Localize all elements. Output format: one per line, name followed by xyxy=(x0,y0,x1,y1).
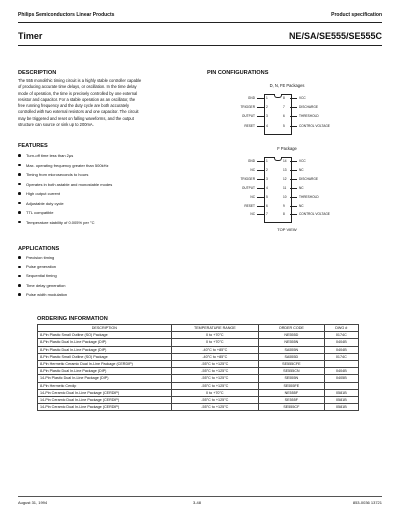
application-item-text: Pulse width modulation xyxy=(26,291,68,297)
table-row xyxy=(38,361,359,368)
cell-description: 14-Pin Ceramic Dual In-Line Package (CERDIP) xyxy=(38,404,172,411)
cell-order-code: SA555D xyxy=(259,353,325,360)
cell-description: 8-Pin Plastic Dual In-Line Package (DIP) xyxy=(38,368,172,375)
pin-label: NC xyxy=(250,167,255,172)
cell-dwg: 0581B xyxy=(324,389,358,396)
pin-lead xyxy=(290,161,297,162)
pin-label: THRESHOLD xyxy=(299,194,319,199)
table-row xyxy=(38,346,359,353)
description-line: resistor and capacitor. For a stable operation as an oscillator, the xyxy=(18,96,136,102)
description-text xyxy=(18,78,202,128)
cell-order-code: SE555CF xyxy=(259,404,325,411)
description-line: mode of operation, the time is precisely controlled by one external xyxy=(18,90,138,96)
pin-number: 4 xyxy=(266,123,268,128)
cell-temperature: -55°C to +125°C xyxy=(171,382,258,389)
application-item xyxy=(18,281,67,290)
pin-label: NC xyxy=(299,185,304,190)
pin-label: TRIGGER xyxy=(240,176,255,181)
pin-number: 12 xyxy=(283,176,287,181)
feature-item-text: Timing from microseconds to hours xyxy=(26,172,89,177)
pin-label: OUTPUT xyxy=(241,114,255,119)
pin-number: 1 xyxy=(266,159,268,163)
application-item-text: Sequential timing xyxy=(26,273,57,279)
pin-number: 7 xyxy=(266,212,268,217)
pin-lead xyxy=(257,170,264,171)
application-item xyxy=(18,253,67,262)
feature-item xyxy=(18,208,112,218)
cell-dwg: 0404B xyxy=(324,339,358,346)
cell-temperature: -55°C to +125°C xyxy=(171,404,258,411)
feature-item-text: Turn-off time less than 2µs xyxy=(26,153,74,158)
col-order-code: ORDER CODE xyxy=(259,325,325,332)
pin-label: DISCHARGE xyxy=(299,176,318,181)
cell-dwg xyxy=(324,361,358,368)
pin-label: THRESHOLD xyxy=(299,114,319,119)
cell-description: 8-Pin Plastic Dual In-Line Package (DIP) xyxy=(38,346,172,353)
applications-heading: APPLICATIONS xyxy=(18,246,60,252)
description-line: controlled with two external resistors and one capacitor. The circuit xyxy=(18,109,139,115)
cell-temperature: 0 to +70°C xyxy=(171,332,258,339)
pin-label: NC xyxy=(250,194,255,199)
feature-item xyxy=(18,161,112,171)
pin-number: 2 xyxy=(266,105,268,110)
cell-order-code: SE555N xyxy=(259,375,325,382)
footer-doc-code: 853-0036 13721 xyxy=(352,500,382,505)
feature-item-text: Operates in both astable and monostable modes xyxy=(26,181,113,187)
pin-lead xyxy=(257,161,264,162)
feature-item-text: High output current xyxy=(26,191,61,196)
cell-dwg: 0404B xyxy=(324,346,358,353)
description-line: The 555 monolithic timing circuit is a highly stable controller capable xyxy=(18,78,142,83)
feature-item-text: Temperature stability of 0.005% per °C xyxy=(26,219,95,225)
bullet-icon xyxy=(18,183,21,186)
cell-description: 8-Pin Hermetic Ceramic Dual In-Line Package (CERDIP) xyxy=(38,361,172,368)
cell-temperature: -40°C to +85°C xyxy=(171,346,258,353)
pin-number: 14 xyxy=(283,159,287,163)
applications-list xyxy=(18,253,67,299)
application-item xyxy=(18,262,67,271)
cell-order-code: SA555N xyxy=(259,346,325,353)
pin-label: OUTPUT xyxy=(241,185,255,190)
cell-order-code: SE555F xyxy=(259,397,325,404)
features-heading: FEATURES xyxy=(18,143,48,149)
table-row xyxy=(38,375,359,382)
bullet-icon xyxy=(18,275,21,278)
pin-number: 3 xyxy=(266,114,268,119)
cell-dwg: 0404B xyxy=(324,368,358,375)
footer-rule xyxy=(18,496,382,497)
ic-body xyxy=(264,157,292,223)
bullet-icon xyxy=(18,202,21,205)
ordering-heading: ORDERING INFORMATION xyxy=(37,316,108,322)
cell-temperature: -55°C to +125°C xyxy=(171,361,258,368)
ic-notch xyxy=(274,94,282,98)
cell-order-code: NE555D xyxy=(259,332,325,339)
pin-number: 5 xyxy=(266,194,268,199)
cell-dwg: 0174C xyxy=(324,353,358,360)
description-heading: DESCRIPTION xyxy=(18,70,57,76)
pin-lead xyxy=(257,197,264,198)
cell-description: 8-Pin Hermetic Cerdip xyxy=(38,382,172,389)
pkg1-diagram xyxy=(207,92,382,134)
table-header-row xyxy=(38,325,359,332)
application-item-text: Time delay generation xyxy=(26,282,66,288)
feature-item-text: TTL compatible xyxy=(26,210,54,215)
col-description: DESCRIPTION xyxy=(38,325,172,332)
features-list xyxy=(18,151,112,227)
company-name: Philips Semiconductors Linear Products xyxy=(18,12,115,18)
pin-number: 7 xyxy=(283,105,285,110)
cell-description: 14-Pin Plastic Dual In-Line Package (DIP) xyxy=(38,375,172,382)
cell-description: 8-Pin Plastic Dual In-Line Package (DIP) xyxy=(38,339,172,346)
cell-temperature: 0 to +70°C xyxy=(171,339,258,346)
table-row xyxy=(38,332,359,339)
cell-order-code: SE555FE xyxy=(259,382,325,389)
application-item xyxy=(18,271,67,280)
ic-body xyxy=(264,94,292,135)
top-view-caption: TOP VIEW xyxy=(277,227,297,232)
pin-lead xyxy=(257,98,264,99)
pin-number: 3 xyxy=(266,176,268,181)
feature-item xyxy=(18,151,112,161)
pin-label: DISCHARGE xyxy=(299,105,318,110)
feature-item xyxy=(18,189,112,199)
pin-label: GND xyxy=(247,159,255,163)
pin-label: NC xyxy=(299,203,304,208)
pin-label: RESET xyxy=(244,203,255,208)
pin-number: 10 xyxy=(283,194,287,199)
feature-item xyxy=(18,199,112,209)
pin-label: VCC xyxy=(299,96,306,100)
cell-dwg: 0174C xyxy=(324,332,358,339)
table-row xyxy=(38,339,359,346)
table-row xyxy=(38,389,359,396)
cell-dwg xyxy=(324,382,358,389)
footer-page: 3-48 xyxy=(193,500,202,505)
pin-label: RESET xyxy=(244,123,255,128)
cell-order-code: NE555N xyxy=(259,339,325,346)
ic-notch xyxy=(274,157,282,161)
pin-number: 6 xyxy=(266,203,268,208)
pin-number: 4 xyxy=(266,185,268,190)
description-line: of producing accurate time delays, or oscillation. In the time delay xyxy=(18,84,137,90)
pin-lead xyxy=(257,126,264,127)
pin-lead xyxy=(257,206,264,207)
application-item xyxy=(18,290,67,299)
cell-order-code: SE555CN xyxy=(259,368,325,375)
bullet-icon xyxy=(18,211,21,214)
cell-dwg: 0581B xyxy=(324,404,358,411)
footer-date: August 31, 1994 xyxy=(18,500,48,505)
pin-label: NC xyxy=(250,212,255,217)
cell-dwg: 0405B xyxy=(324,375,358,382)
table-row xyxy=(38,397,359,404)
table-row xyxy=(38,404,359,411)
pin-lead xyxy=(257,116,264,117)
pin-number: 13 xyxy=(283,167,287,172)
bullet-icon xyxy=(18,173,21,176)
pin-lead xyxy=(290,179,297,180)
pin-lead xyxy=(257,188,264,189)
cell-description: 14-Pin Ceramic Dual In-Line Package (CERDIP) xyxy=(38,397,172,404)
pin-number: 8 xyxy=(283,212,285,217)
pin-number: 5 xyxy=(283,123,285,128)
pin-label: CONTROL VOLTAGE xyxy=(299,123,330,128)
doc-type: Product specification xyxy=(331,12,382,18)
pin-label: NC xyxy=(299,167,304,172)
bullet-icon xyxy=(18,284,21,287)
pkg2-title: F Package xyxy=(277,146,297,151)
title-rule xyxy=(18,45,382,46)
pin-lead xyxy=(290,206,297,207)
cell-temperature: -55°C to +125°C xyxy=(171,397,258,404)
table-row xyxy=(38,368,359,375)
pin-lead xyxy=(290,116,297,117)
cell-temperature: -55°C to +125°C xyxy=(171,375,258,382)
cell-order-code: NE555F xyxy=(259,389,325,396)
col-temperature: TEMPERATURE RANGE xyxy=(171,325,258,332)
bullet-icon xyxy=(18,266,21,269)
application-item-text: Precision timing xyxy=(26,255,55,260)
pin-number: 11 xyxy=(283,185,287,190)
application-item-text: Pulse generation xyxy=(26,264,57,270)
pkg1-title: D, N, FE Packages xyxy=(269,83,305,88)
description-line: structure can source or sink up to 200mA. xyxy=(18,122,94,128)
pkg2-diagram xyxy=(207,155,382,221)
pin-number: 2 xyxy=(266,167,268,172)
bullet-icon xyxy=(18,154,21,157)
pin-number: 8 xyxy=(283,96,285,100)
product-title: Timer xyxy=(18,31,43,41)
pin-label: CONTROL VOLTAGE xyxy=(299,212,330,217)
pin-number: 9 xyxy=(283,203,285,208)
cell-description: 14-Pin Ceramic Dual In-Line Package (CERDIP) xyxy=(38,389,172,396)
description-line: may be triggered and reset on falling waveforms, and the output xyxy=(18,115,134,121)
pin-number: 6 xyxy=(283,114,285,119)
cell-dwg: 0581B xyxy=(324,397,358,404)
col-dwg: DWG # xyxy=(324,325,358,332)
cell-temperature: -40°C to +85°C xyxy=(171,353,258,360)
pin-label: GND xyxy=(247,96,255,100)
table-row xyxy=(38,353,359,360)
feature-item xyxy=(18,180,112,190)
pin-lead xyxy=(290,188,297,189)
pin-number: 1 xyxy=(266,96,268,100)
bullet-icon xyxy=(18,256,21,259)
table-row xyxy=(38,382,359,389)
pin-lead xyxy=(257,107,264,108)
bullet-icon xyxy=(18,221,21,224)
pin-lead xyxy=(257,179,264,180)
pin-lead xyxy=(290,197,297,198)
pin-lead xyxy=(290,98,297,99)
cell-description: 8-Pin Plastic Small Outline (SO) Package xyxy=(38,353,172,360)
ordering-table xyxy=(37,324,359,411)
feature-item xyxy=(18,218,112,228)
pin-label: VCC xyxy=(299,159,306,163)
pin-label: TRIGGER xyxy=(240,105,255,110)
header-rule xyxy=(18,22,382,23)
pin-lead xyxy=(257,214,264,215)
bullet-icon xyxy=(18,164,21,167)
description-line: free running frequency and the duty cycle are both accurately xyxy=(18,103,130,109)
part-numbers: NE/SA/SE555/SE555C xyxy=(288,31,382,41)
pin-lead xyxy=(290,170,297,171)
pin-lead xyxy=(290,126,297,127)
cell-description: 8-Pin Plastic Small Outline (SO) Package xyxy=(38,332,172,339)
feature-item-text: Adjustable duty cycle xyxy=(26,200,64,206)
bullet-icon xyxy=(18,293,21,296)
pin-config-heading: PIN CONFIGURATIONS xyxy=(207,70,269,76)
feature-item-text: Max. operating frequency greater than 500kHz xyxy=(26,162,109,168)
cell-temperature: 0 to +70°C xyxy=(171,389,258,396)
pin-lead xyxy=(290,214,297,215)
cell-temperature: -55°C to +125°C xyxy=(171,368,258,375)
cell-order-code: SE555CFE xyxy=(259,361,325,368)
pin-lead xyxy=(290,107,297,108)
feature-item xyxy=(18,170,112,180)
bullet-icon xyxy=(18,192,21,195)
